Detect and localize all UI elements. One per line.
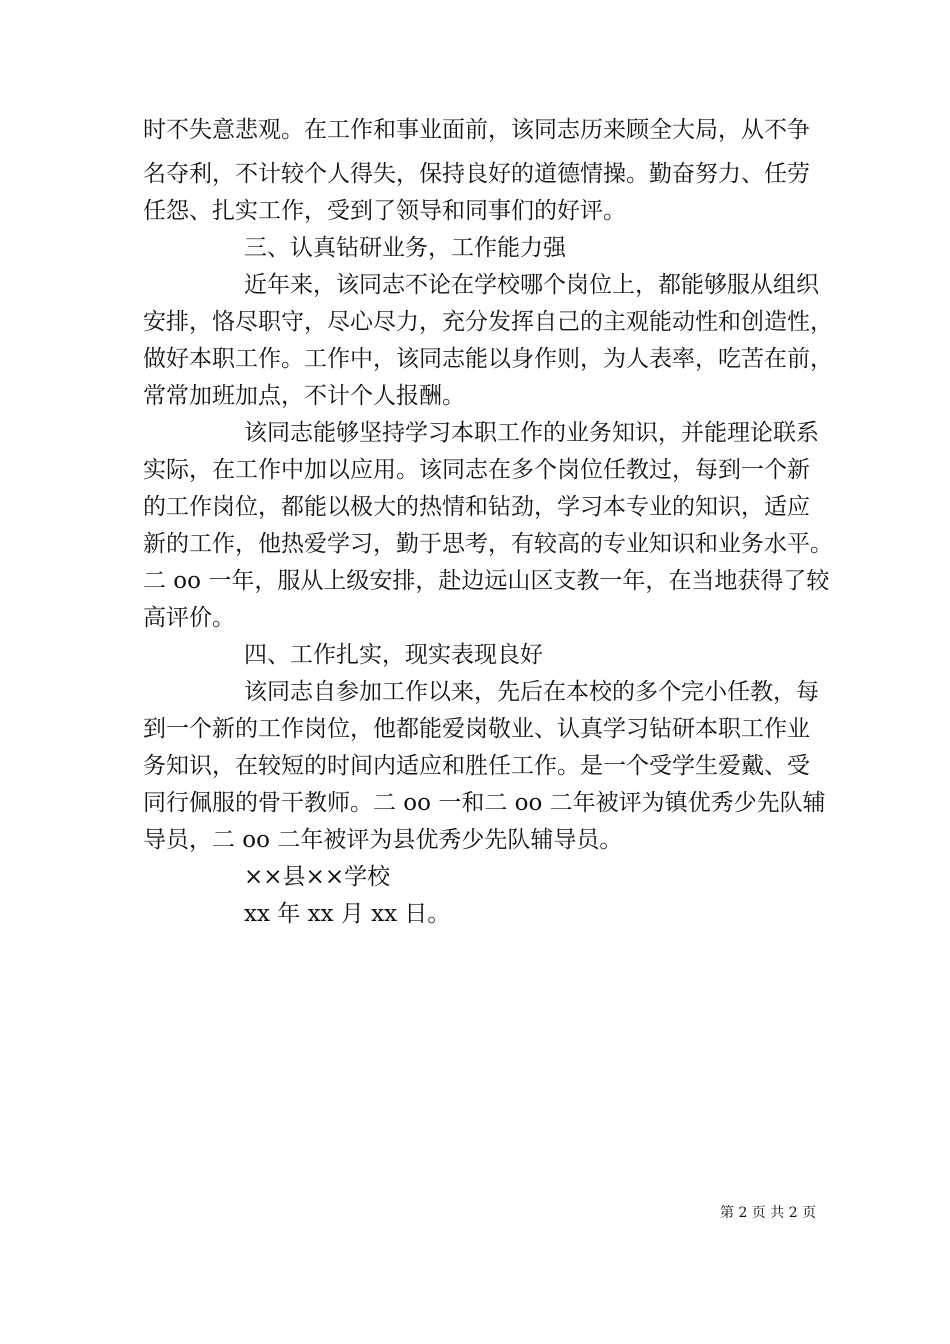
body-text-line: 任怨、扎实工作，受到了领导和同事们的好评。 — [143, 198, 626, 224]
page-number-footer: 第 2 页 共 2 页 — [720, 1205, 817, 1221]
body-text-line: 到一个新的工作岗位，他都能爱岗敬业、认真学习钻研本职工作业 — [143, 716, 810, 742]
body-text-line: 做好本职工作。工作中，该同志能以身作则，为人表率，吃苦在前， — [143, 346, 833, 372]
signature-organization: ××县××学校 — [244, 864, 391, 890]
body-text-line: 导员，二 oo 二年被评为县优秀少先队辅导员。 — [143, 827, 623, 853]
body-text-line: 同行佩服的骨干教师。二 oo 一和二 oo 二年被评为镇优秀少先队辅 — [143, 790, 826, 816]
body-text-line: 新的工作，他热爱学习，勤于思考，有较高的专业知识和业务水平。 — [143, 531, 833, 557]
body-text-line: 该同志能够坚持学习本职工作的业务知识，并能理论联系 — [244, 420, 819, 446]
body-text-line: 的工作岗位，都能以极大的热情和钻劲，学习本专业的知识，适应 — [143, 494, 810, 520]
body-text-line: 近年来，该同志不论在学校哪个岗位上，都能够服从组织 — [244, 272, 819, 298]
body-text-line: 高评价。 — [143, 605, 235, 631]
body-text-line: 实际，在工作中加以应用。该同志在多个岗位任教过，每到一个新 — [143, 457, 810, 483]
body-text-line: 名夺利，不计较个人得失，保持良好的道德情操。勤奋努力、任劳 — [143, 161, 810, 187]
section-heading: 四、工作扎实，现实表现良好 — [244, 642, 543, 668]
section-heading: 三、认真钻研业务，工作能力强 — [244, 235, 566, 261]
body-text-line: 常常加班加点，不计个人报酬。 — [143, 383, 465, 409]
signature-date: xx 年 xx 月 xx 日。 — [244, 901, 451, 927]
body-text-line: 安排，恪尽职守，尽心尽力，充分发挥自己的主观能动性和创造性， — [143, 309, 833, 335]
body-text-line: 时不失意悲观。在工作和事业面前，该同志历来顾全大局，从不争 — [143, 117, 810, 143]
body-text-line: 该同志自参加工作以来，先后在本校的多个完小任教，每 — [244, 679, 819, 705]
body-text-line: 二 oo 一年，服从上级安排，赴边远山区支教一年，在当地获得了较 — [143, 568, 830, 594]
body-text-line: 务知识，在较短的时间内适应和胜任工作。是一个受学生爱戴、受 — [143, 753, 810, 779]
